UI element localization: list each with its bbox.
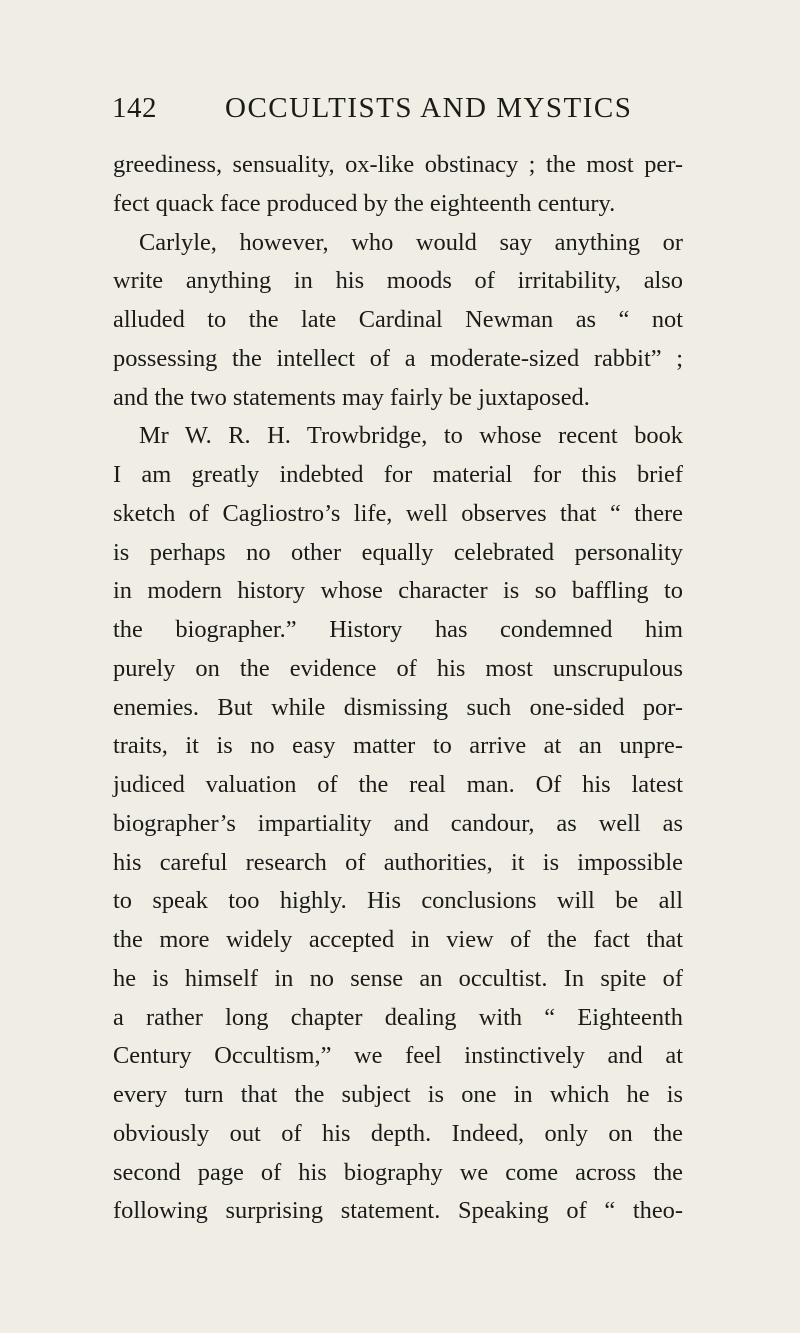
running-title: OCCULTISTS AND MYSTICS [225,92,633,124]
running-head [112,92,657,132]
page-number: 142 [112,92,157,124]
text-line: every turn that the subject is one in which he is [113,1081,683,1108]
text-line: greediness, sensuality, ox-like obstinacy ; the most per- [113,151,683,178]
text-line: biographer’s impartiality and candour, as well as [113,809,683,837]
text-line: write anything in his moods of irritability, also [113,267,683,295]
text-line: purely on the evidence of his most unscrupulous [113,654,683,682]
text-line: and the two statements may fairly be juxtaposed. [113,383,590,411]
text-line: a rather long chapter dealing with “ Eighteenth [113,1003,683,1031]
text-line: second page of his biography we come across the [113,1158,683,1186]
text-line: obviously out of his depth. Indeed, only on the [113,1119,683,1147]
text-line: possessing the intellect of a moderate-sized rabbit” ; [113,344,683,372]
text-line: following surprising statement. Speaking of “ theo- [113,1197,683,1225]
text-line: the more widely accepted in view of the fact that [113,926,683,953]
text-line: enemies. But while dismissing such one-sided por- [113,693,683,721]
text-line: his careful research of authorities, it is impossible [113,848,683,876]
text-line: Carlyle, however, who would say anything or [139,228,683,256]
body-text [113,146,683,1231]
text-line: traits, it is no easy matter to arrive at an unpre- [113,732,683,760]
text-line: fect quack face produced by the eighteenth century. [113,189,616,217]
text-line: judiced valuation of the real man. Of his latest [113,771,683,798]
text-line: alluded to the late Cardinal Newman as “ not [113,306,683,333]
text-line: sketch of Cagliostro’s life, well observes that “ there [113,499,683,527]
text-line: in modern history whose character is so baffling to [113,577,683,605]
text-line: to speak too highly. His conclusions will be all [113,887,683,915]
text-line: I am greatly indebted for material for this brief [113,461,683,488]
text-line: Mr W. R. H. Trowbridge, to whose recent book [139,422,683,450]
text-line: Century Occultism,” we feel instinctively and at [113,1042,683,1070]
text-line: he is himself in no sense an occultist. In spite of [113,964,683,992]
text-line: the biographer.” History has condemned him [113,616,683,643]
text-line: is perhaps no other equally celebrated personality [113,538,683,566]
